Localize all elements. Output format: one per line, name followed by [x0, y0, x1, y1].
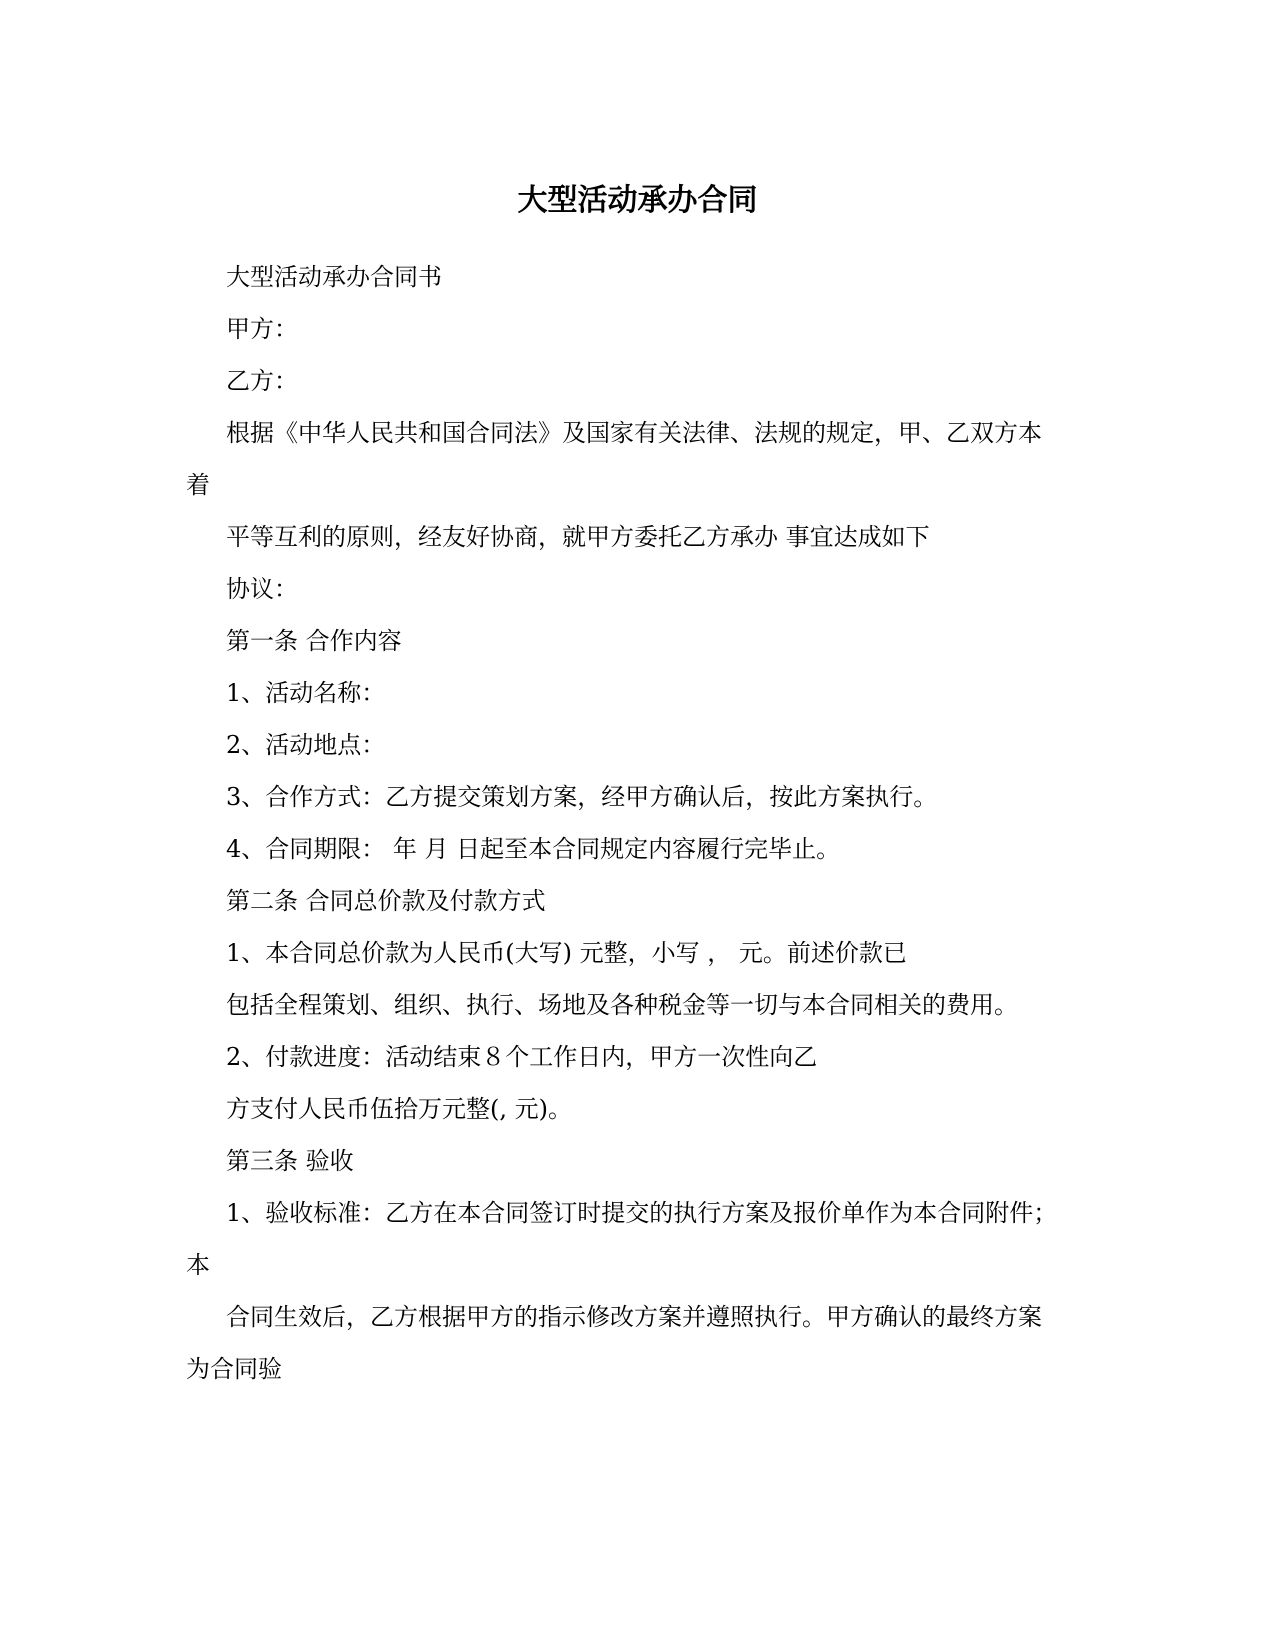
article-heading: 第三条 验收 — [226, 1147, 354, 1175]
article-heading: 第一条 合作内容 — [226, 627, 402, 655]
clause-line: 包括全程策划、组织、执行、场地及各种税金等一切与本合同相关的费用。 — [226, 991, 1018, 1019]
preamble-line: 协议： — [226, 575, 298, 603]
party-a-line: 甲方： — [226, 315, 298, 343]
article-heading: 第二条 合同总价款及付款方式 — [226, 887, 546, 915]
clause-line: 4、合同期限： 年 月 日起至本合同规定内容履行完毕止。 — [226, 835, 841, 863]
preamble-line: 着 — [186, 471, 210, 499]
preamble-line: 平等互利的原则，经友好协商，就甲方委托乙方承办 事宜达成如下 — [226, 523, 930, 551]
preamble-line: 根据《中华人民共和国合同法》及国家有关法律、法规的规定，甲、乙双方本 — [226, 419, 1042, 447]
document-title: 大型活动承办合同 — [517, 183, 758, 218]
clause-line: 2、活动地点： — [226, 731, 386, 759]
clause-line: 1、验收标准：乙方在本合同签订时提交的执行方案及报价单作为本合同附件； — [226, 1199, 1058, 1227]
clause-line: 为合同验 — [186, 1355, 282, 1383]
clause-line: 方支付人民币伍拾万元整(, 元)。 — [226, 1095, 572, 1123]
clause-line: 本 — [186, 1251, 210, 1279]
clause-line: 2、付款进度：活动结束８个工作日内，甲方一次性向乙 — [226, 1043, 818, 1071]
party-b-line: 乙方： — [226, 367, 298, 395]
clause-line: 合同生效后，乙方根据甲方的指示修改方案并遵照执行。甲方确认的最终方案 — [226, 1303, 1042, 1331]
clause-line: 3、合作方式：乙方提交策划方案，经甲方确认后，按此方案执行。 — [226, 783, 938, 811]
clause-line: 1、本合同总价款为人民币(大写) 元整，小写 ， 元。前述价款已 — [226, 939, 907, 967]
clause-line: 1、活动名称： — [226, 679, 386, 707]
contract-subtitle: 大型活动承办合同书 — [226, 263, 442, 291]
